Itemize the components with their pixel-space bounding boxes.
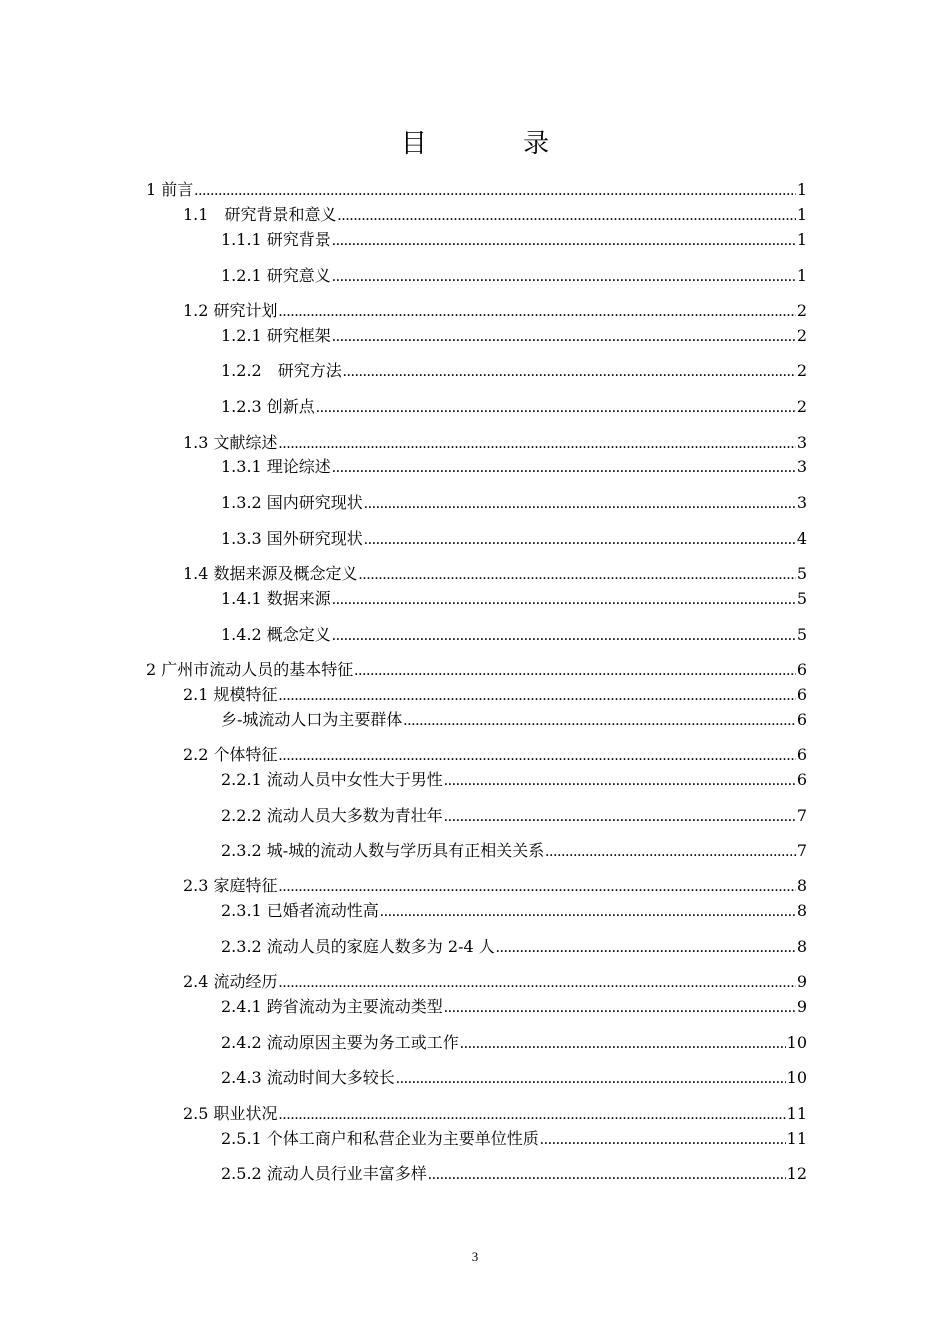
toc-label: 1.1 研究背景和意义 <box>183 205 337 224</box>
toc-entry[interactable] <box>221 1163 807 1186</box>
toc-entry[interactable] <box>221 396 807 419</box>
toc-leader-dots <box>403 710 795 732</box>
toc-page-number: 11 <box>786 1129 807 1148</box>
toc-label: 1.3 文献综述 <box>183 433 278 452</box>
toc-label: 1.4 数据来源及概念定义 <box>183 564 358 583</box>
toc-leader-dots <box>332 326 796 348</box>
toc-leader-dots <box>540 1129 786 1151</box>
toc-page-number: 9 <box>796 997 807 1016</box>
toc-page-number: 2 <box>796 301 807 320</box>
toc-leader-dots <box>332 625 796 647</box>
toc-label: 2.4.2 流动原因主要为务工或工作 <box>221 1033 459 1052</box>
toc-page-number: 6 <box>796 745 807 764</box>
toc-page-number: 4 <box>796 529 807 548</box>
toc-entry[interactable] <box>221 900 807 923</box>
toc-page-number: 8 <box>796 901 807 920</box>
toc-label: 2.3.2 流动人员的家庭人数多为 2-4 人 <box>221 937 495 956</box>
toc-leader-dots <box>396 1068 786 1090</box>
toc-leader-dots <box>279 876 796 898</box>
toc-entry[interactable] <box>221 840 807 863</box>
toc-label: 2.4.1 跨省流动为主要流动类型 <box>221 997 443 1016</box>
toc-entry[interactable] <box>221 996 807 1019</box>
toc-leader-dots <box>428 1164 786 1186</box>
toc-entry[interactable] <box>221 936 807 959</box>
toc-entry[interactable] <box>183 744 807 767</box>
toc-leader-dots <box>279 1104 786 1126</box>
toc-label: 2.4 流动经历 <box>183 972 278 991</box>
toc-label: 1.1.1 研究背景 <box>221 230 331 249</box>
toc-leader-dots <box>354 660 796 682</box>
toc-entry[interactable] <box>221 325 807 348</box>
toc-page-number: 3 <box>796 433 807 452</box>
toc-page-number: 3 <box>796 457 807 476</box>
toc-page-number: 6 <box>796 685 807 704</box>
toc-page-number: 1 <box>796 205 807 224</box>
toc-leader-dots <box>359 564 796 586</box>
toc-page-number: 6 <box>796 770 807 789</box>
toc-leader-dots <box>194 180 796 202</box>
toc-leader-dots <box>279 301 796 323</box>
toc-label: 1.3.1 理论综述 <box>221 457 331 476</box>
toc-label: 2.4.3 流动时间大多较长 <box>221 1068 395 1087</box>
toc-page-number: 1 <box>796 266 807 285</box>
page-title: 目 录 <box>400 129 594 159</box>
toc-entry[interactable] <box>183 684 807 707</box>
toc-page-number: 5 <box>796 589 807 608</box>
toc-page-number: 10 <box>786 1068 807 1087</box>
toc-leader-dots <box>332 457 796 479</box>
toc-leader-dots <box>337 205 795 227</box>
toc-leader-dots <box>343 361 796 383</box>
toc-label: 1.4.2 概念定义 <box>221 625 331 644</box>
toc-label: 2.2.1 流动人员中女性大于男性 <box>221 770 443 789</box>
toc-label: 1.3.2 国内研究现状 <box>221 493 363 512</box>
toc-entry[interactable] <box>183 300 807 323</box>
toc-entry[interactable] <box>221 265 807 288</box>
toc-page-number: 7 <box>796 841 807 860</box>
toc-page-number: 1 <box>796 180 807 199</box>
toc-entry[interactable] <box>183 1103 807 1126</box>
toc-entry[interactable] <box>221 528 807 551</box>
toc-entry[interactable] <box>221 624 807 647</box>
toc-entry[interactable] <box>146 659 807 682</box>
toc-leader-dots <box>332 266 796 288</box>
toc-entry[interactable] <box>183 971 807 994</box>
toc-page-number: 8 <box>796 876 807 895</box>
toc-label: 2.5.1 个体工商户和私营企业为主要单位性质 <box>221 1129 539 1148</box>
toc-label: 2.3.2 城-城的流动人数与学历具有正相关关系 <box>221 841 545 860</box>
toc-entry[interactable] <box>221 1067 807 1090</box>
toc-page-number: 2 <box>796 397 807 416</box>
toc-entry[interactable] <box>221 229 807 252</box>
toc-entry[interactable] <box>183 875 807 898</box>
toc-page-number: 2 <box>796 326 807 345</box>
toc-label: 2.2.2 流动人员大多数为青壮年 <box>221 806 443 825</box>
toc-leader-dots <box>444 997 796 1019</box>
page-number: 3 <box>471 1249 479 1264</box>
toc-label: 2.5 职业状况 <box>183 1104 278 1123</box>
toc-page-number: 5 <box>796 625 807 644</box>
toc-page-number: 7 <box>796 806 807 825</box>
toc-leader-dots <box>496 937 796 959</box>
toc-label: 2.3.1 已婚者流动性高 <box>221 901 379 920</box>
toc-leader-dots <box>332 589 796 611</box>
toc-label: 1.2.1 研究框架 <box>221 326 331 345</box>
toc-entry[interactable] <box>221 769 807 792</box>
toc-leader-dots <box>279 745 796 767</box>
toc-page-number: 11 <box>786 1104 807 1123</box>
toc-page-number: 12 <box>786 1164 807 1183</box>
toc-leader-dots <box>332 230 796 252</box>
toc-page-number: 1 <box>796 230 807 249</box>
toc-label: 乡-城流动人口为主要群体 <box>221 710 403 729</box>
toc-entry[interactable] <box>183 432 807 455</box>
toc-entry[interactable] <box>221 492 807 515</box>
toc-label: 2.2 个体特征 <box>183 745 278 764</box>
toc-entry[interactable] <box>221 1128 807 1151</box>
toc-label: 2.1 规模特征 <box>183 685 278 704</box>
toc-label: 2.3 家庭特征 <box>183 876 278 895</box>
toc-entry[interactable] <box>221 588 807 611</box>
toc-label: 1.4.1 数据来源 <box>221 589 331 608</box>
toc-leader-dots <box>444 806 796 828</box>
toc-entry[interactable] <box>221 360 807 383</box>
toc-leader-dots <box>444 770 796 792</box>
toc-leader-dots <box>316 397 796 419</box>
toc-page-number: 6 <box>796 660 807 679</box>
toc-entry[interactable] <box>221 456 807 479</box>
toc-leader-dots <box>279 685 796 707</box>
toc-page-number: 8 <box>796 937 807 956</box>
toc-leader-dots <box>279 433 796 455</box>
toc-page-number: 9 <box>796 972 807 991</box>
toc-label: 1 前言 <box>146 180 194 199</box>
toc-entry[interactable] <box>183 204 807 227</box>
toc-entry[interactable] <box>221 1032 807 1055</box>
toc-label: 1.2 研究计划 <box>183 301 278 320</box>
toc-page-number: 2 <box>796 361 807 380</box>
toc-page-number: 6 <box>796 710 807 729</box>
toc-leader-dots <box>364 493 796 515</box>
toc-entry[interactable] <box>183 563 807 586</box>
toc-entry[interactable] <box>146 179 807 202</box>
toc-label: 2 广州市流动人员的基本特征 <box>146 660 354 679</box>
toc-label: 1.2.3 创新点 <box>221 397 315 416</box>
toc-page-number: 3 <box>796 493 807 512</box>
toc-leader-dots <box>460 1033 786 1055</box>
toc-label: 1.2.2 研究方法 <box>221 361 342 380</box>
toc-leader-dots <box>279 972 796 994</box>
toc-entry[interactable] <box>221 805 807 828</box>
toc-label: 1.2.1 研究意义 <box>221 266 331 285</box>
toc-leader-dots <box>545 841 796 863</box>
toc-leader-dots <box>364 529 796 551</box>
toc-page-number: 5 <box>796 564 807 583</box>
toc-label: 1.3.3 国外研究现状 <box>221 529 363 548</box>
toc-label: 2.5.2 流动人员行业丰富多样 <box>221 1164 427 1183</box>
toc-entry[interactable] <box>221 709 807 732</box>
toc-page-number: 10 <box>786 1033 807 1052</box>
toc-leader-dots <box>380 901 796 923</box>
